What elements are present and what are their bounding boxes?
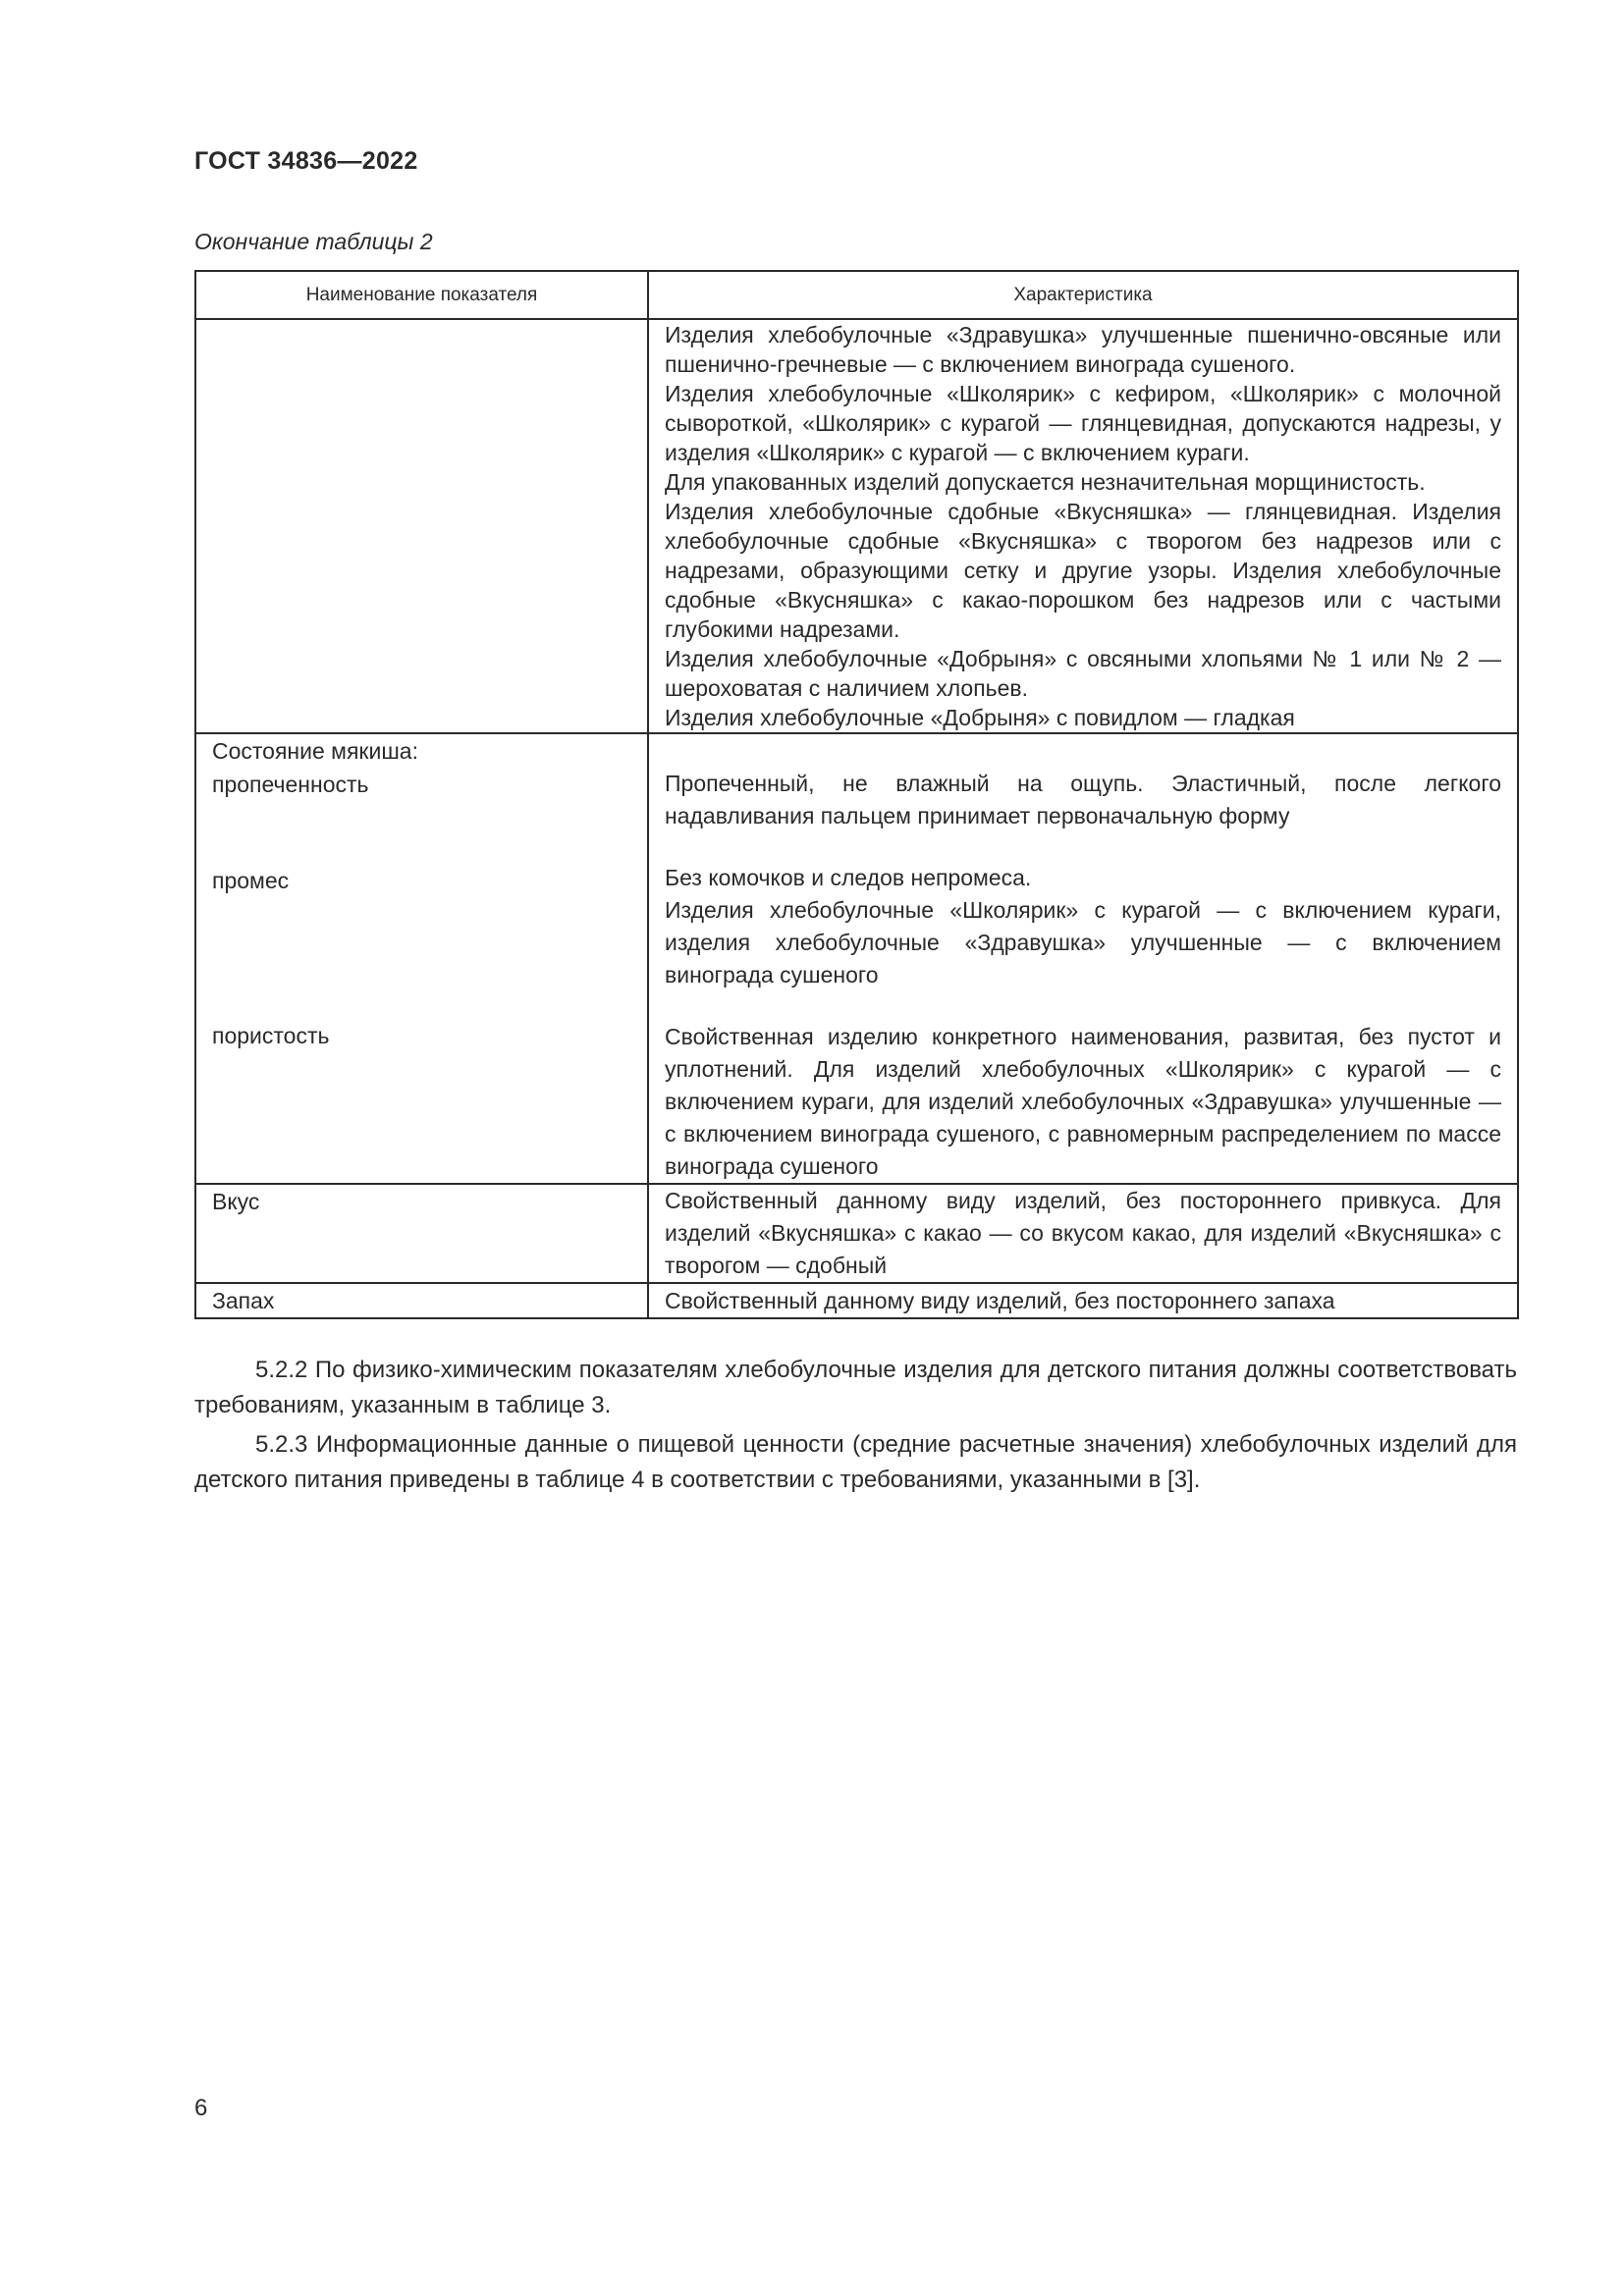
table-row-smell — [195, 1283, 1518, 1318]
table-row-surface — [195, 319, 1518, 733]
table-row-taste — [195, 1184, 1518, 1283]
characteristics-table — [194, 270, 1519, 1319]
smell-label: Запах — [212, 1288, 275, 1313]
taste-label: Вкус — [212, 1189, 260, 1214]
body-text — [194, 1353, 1517, 1502]
paragraph-5-2-2: 5.2.2 По физико-химическим показателям хлебобулочные изделия для детского питания должны соответствовать требованиям, указанным в таблице 3. — [194, 1357, 1517, 1418]
surface-paragraph: Изделия хлебобулочные «Здравушка» улучшенные пшенично-овсяные или пшенично-гречневые — с включением винограда сушеного. — [665, 322, 1501, 377]
page-number: 6 — [194, 2095, 208, 2121]
crumb-label: Состояние мякиша: — [212, 738, 418, 764]
column-header-characteristic: Характеристика — [648, 271, 1518, 319]
paragraph-5-2-3: 5.2.3 Информационные данные о пищевой ценности (средние расчетные значения) хлебобулочных изделий для детского питания приведены в таблице 4 в соответствии с требованиями, указанными в [3]. — [194, 1431, 1517, 1493]
surface-paragraph: Изделия хлебобулочные «Добрыня» с повидлом — гладкая — [665, 705, 1295, 730]
characteristic-cell-taste — [648, 1184, 1518, 1283]
characteristic-cell-surface — [648, 319, 1518, 733]
column-header-indicator: Наименование показателя — [195, 271, 648, 319]
indicator-cell-taste — [195, 1184, 648, 1283]
characteristic-cell-smell — [648, 1283, 1518, 1318]
surface-paragraph: Для упакованных изделий допускается незначительная морщинистость. — [665, 469, 1426, 495]
surface-paragraph: Изделия хлебобулочные «Добрыня» с овсяными хлопьями № 1 или № 2 — шероховатая с наличием хлопьев. — [665, 646, 1501, 701]
mixing-text: Без комочков и следов непромеса. — [665, 865, 1032, 890]
baking-label: пропеченность — [212, 772, 369, 797]
table-header-row — [195, 271, 1518, 319]
characteristic-cell-crumb — [648, 733, 1518, 1184]
porosity-text: Свойственная изделию конкретного наименования, развитая, без пустот и уплотнений. Для изделий хлебобулочных «Школярик» с курагой — с включением кураги, для изделий хлебобулочных «Здравушка» улучшенные — с включением винограда сушеного, с равномерным распределением по массе винограда сушеного — [665, 1024, 1501, 1179]
surface-paragraph: Изделия хлебобулочные «Школярик» с кефиром, «Школярик» с молочной сывороткой, «Школярик» с курагой — глянцевидная, допускаются надрезы, у изделия «Школярик» с курагой — с включением кураги. — [665, 381, 1501, 465]
smell-text: Свойственный данному виду изделий, без постороннего запаха — [665, 1288, 1335, 1313]
document-code: ГОСТ 34836—2022 — [194, 147, 418, 175]
mixing-text: Изделия хлебобулочные «Школярик» с курагой — с включением кураги, изделия хлебобулочные «Здравушка» улучшенные — с включением винограда сушеного — [665, 897, 1501, 988]
taste-text: Свойственный данному виду изделий, без постороннего привкуса. Для изделий «Вкусняшка» с какао — со вкусом какао, для изделий «Вкусняшка» с творогом — сдобный — [665, 1188, 1501, 1278]
indicator-cell-smell — [195, 1283, 648, 1318]
table-row-crumb — [195, 733, 1518, 1184]
porosity-label: пористость — [212, 1023, 330, 1048]
surface-paragraph: Изделия хлебобулочные сдобные «Вкусняшка» — глянцевидная. Изделия хлебобулочные сдобные «Вкусняшка» с творогом без надрезов или с надрезами, образующими сетку и другие узоры. Изделия хлебобулочные сдобные «Вкусняшка» с какао-порошком без надрезов или с частыми глубокими надрезами. — [665, 499, 1501, 642]
indicator-cell-crumb — [195, 733, 648, 1184]
mixing-label: промес — [212, 868, 290, 893]
indicator-cell-empty — [195, 319, 648, 733]
table-caption: Окончание таблицы 2 — [194, 229, 433, 254]
baking-text: Пропеченный, не влажный на ощупь. Эластичный, после легкого надавливания пальцем принимает первоначальную форму — [665, 771, 1501, 828]
